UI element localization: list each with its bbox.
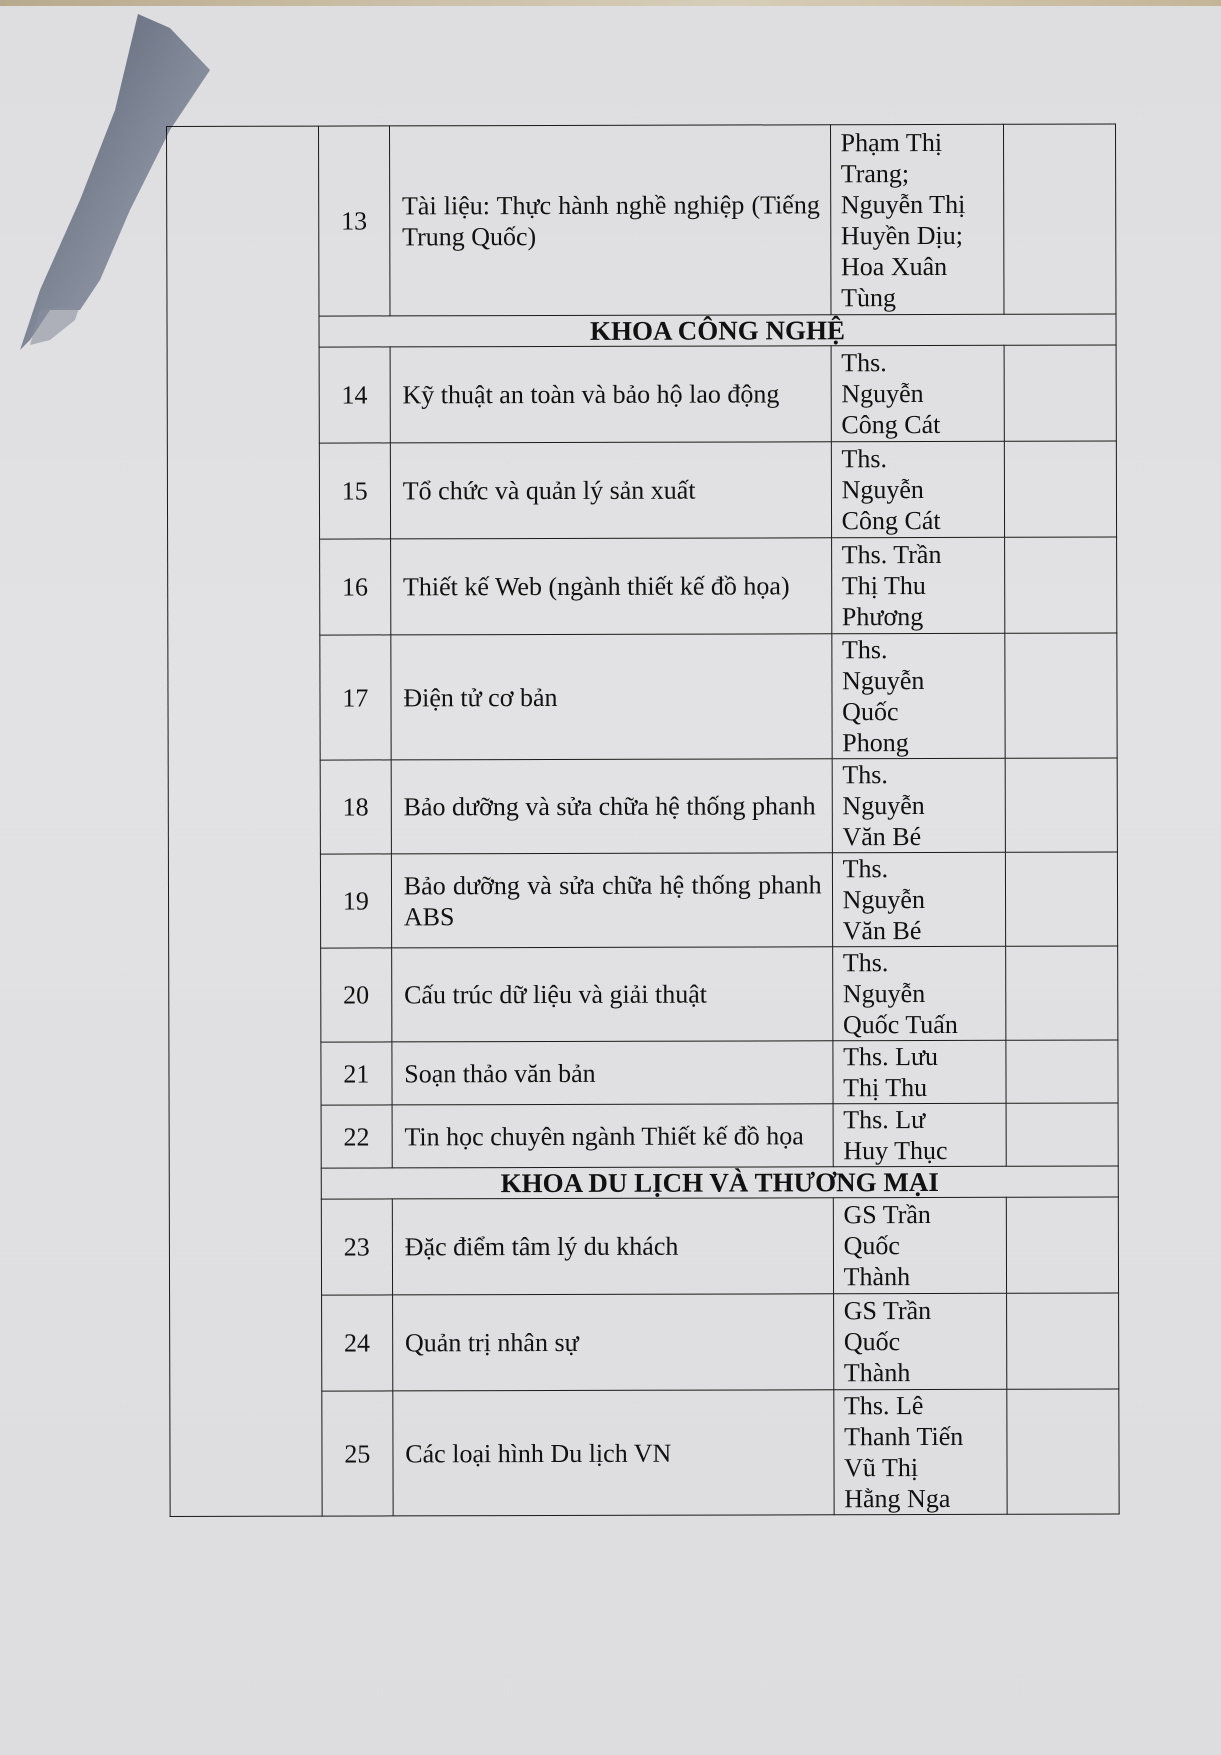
author-line: Nguyễn	[841, 475, 924, 505]
notes-cell	[1004, 345, 1116, 441]
notes-cell	[1004, 124, 1116, 314]
author-line: Ths.	[841, 444, 888, 474]
row-number: 13	[318, 126, 389, 316]
document-title: Soạn thảo văn bản	[392, 1041, 833, 1105]
document-title: Tin học chuyên ngành Thiết kế đồ họa	[392, 1104, 833, 1168]
author-line: Quốc Tuấn	[842, 1009, 958, 1040]
notes-cell	[1005, 441, 1117, 537]
document-title: Quản trị nhân sự	[392, 1294, 833, 1391]
author-line: Ths.	[842, 760, 888, 790]
document-title: Bảo dưỡng và sửa chữa hệ thống phanh ABS	[391, 853, 832, 948]
author-line: Huy Thục	[843, 1135, 948, 1166]
row-number: 22	[321, 1105, 392, 1168]
author-line: Thành	[843, 1262, 911, 1292]
document-title: Đặc điểm tâm lý du khách	[392, 1198, 833, 1295]
author-line: Ths.	[842, 948, 889, 978]
author-line: Vũ Thị	[844, 1453, 919, 1483]
notes-cell	[1005, 633, 1117, 758]
document-title: Điện tử cơ bản	[391, 634, 832, 760]
author-line: Phương	[841, 602, 924, 632]
document-title: Cấu trúc dữ liệu và giải thuật	[391, 947, 832, 1042]
author-line: Công Cát	[841, 409, 941, 440]
author-line: Nguyễn	[841, 379, 924, 409]
document-title: Tổ chức và quản lý sản xuất	[390, 442, 831, 539]
notes-cell	[1006, 1040, 1118, 1103]
notes-cell	[1006, 852, 1118, 946]
author-line: Quốc	[843, 1327, 901, 1357]
notes-cell	[1007, 1389, 1119, 1514]
document-table	[166, 124, 1120, 1517]
author-cell	[831, 537, 1005, 633]
author-line: Nguyễn	[842, 979, 926, 1009]
author-cell	[830, 124, 1004, 314]
author-line: Nguyễn	[842, 666, 925, 696]
row-number: 17	[320, 635, 391, 760]
row-number: 25	[322, 1391, 393, 1516]
row-number: 19	[320, 854, 391, 948]
author-line: Trang;	[840, 158, 910, 188]
author-line: Hằng Nga	[844, 1483, 951, 1514]
row-number: 23	[321, 1199, 392, 1295]
author-line: Ths.	[841, 635, 888, 665]
author-line: Quốc	[842, 697, 899, 727]
author-line: Thành	[843, 1358, 911, 1388]
author-line: Văn Bé	[842, 916, 922, 946]
author-line: GS Trần	[843, 1200, 931, 1230]
row-number: 16	[319, 539, 390, 635]
author-line: Văn Bé	[842, 822, 922, 852]
author-line: Ths. Lư	[843, 1105, 926, 1135]
document-title: Các loại hình Du lịch VN	[393, 1390, 834, 1516]
author-line: Ths. Lê	[843, 1391, 924, 1421]
document-title: Thiết kế Web (ngành thiết kế đồ họa)	[390, 538, 831, 635]
notes-cell	[1006, 946, 1118, 1040]
author-cell	[831, 633, 1005, 758]
author-cell	[831, 345, 1005, 441]
author-cell	[832, 758, 1006, 852]
author-line: GS Trần	[843, 1296, 932, 1326]
notes-cell	[1006, 1197, 1118, 1293]
author-line: Ths. Trần	[841, 539, 942, 570]
left-blank-column	[167, 126, 323, 1516]
author-cell	[833, 1040, 1007, 1103]
section-heading: KHOA DU LỊCH VÀ THƯƠNG MẠI	[321, 1166, 1118, 1199]
author-line: Công Cát	[841, 505, 941, 536]
author-line: Ths. Lưu	[843, 1041, 939, 1072]
notes-cell	[1007, 1293, 1119, 1389]
row-number: 24	[321, 1295, 392, 1391]
author-cell	[831, 441, 1005, 537]
author-line: Thị Thu	[841, 571, 926, 601]
author-cell	[832, 946, 1006, 1040]
document-title: Kỹ thuật an toàn và bảo hộ lao động	[390, 346, 831, 443]
author-line: Nguyễn	[842, 791, 925, 821]
row-number: 14	[319, 347, 390, 443]
author-line: Hoa Xuân	[840, 251, 948, 281]
row-number: 15	[319, 443, 390, 539]
author-line: Nguyễn	[842, 885, 926, 915]
author-line: Quốc	[843, 1231, 900, 1261]
author-cell	[833, 1293, 1007, 1389]
row-number: 21	[321, 1042, 392, 1105]
page-top-edge	[0, 0, 1221, 6]
author-line: Ths.	[841, 348, 887, 378]
author-line: Thanh Tiến	[844, 1421, 964, 1452]
author-cell	[833, 1103, 1007, 1166]
author-line: Tùng	[841, 282, 896, 312]
row-number: 18	[320, 760, 391, 854]
document-title: Bảo dưỡng và sửa chữa hệ thống phanh	[391, 759, 832, 854]
notes-cell	[1005, 537, 1117, 633]
table-row	[167, 124, 1116, 316]
author-cell	[832, 852, 1006, 946]
document-title: Tài liệu: Thực hành nghề nghiệp (Tiếng Trung Quốc)	[389, 125, 830, 316]
author-line: Phong	[842, 728, 909, 758]
author-line: Thị Thu	[843, 1073, 928, 1103]
notes-cell	[1006, 1103, 1118, 1166]
author-cell	[833, 1389, 1007, 1514]
author-line: Nguyễn Thị	[840, 189, 966, 219]
author-line: Huyền Dịu;	[840, 220, 963, 250]
row-number: 20	[321, 948, 392, 1042]
author-cell	[833, 1197, 1007, 1293]
notes-cell	[1005, 758, 1117, 852]
author-line: Phạm Thị	[840, 127, 943, 157]
section-heading: KHOA CÔNG NGHỆ	[319, 314, 1116, 347]
author-line: Ths.	[842, 854, 889, 884]
